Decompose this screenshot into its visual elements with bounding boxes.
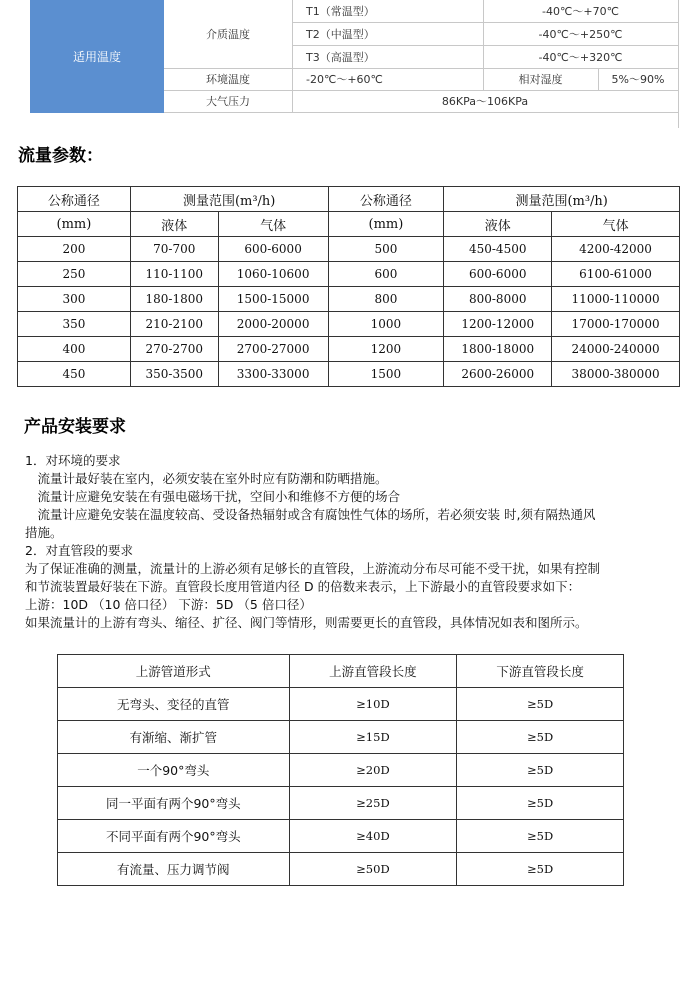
table-cell: 350-3500: [130, 362, 218, 387]
col-dn: 公称通径: [328, 187, 444, 212]
table-cell: 1500-15000: [218, 287, 328, 312]
install-heading: 产品安装要求: [24, 417, 126, 437]
table-cell: 1200-12000: [444, 312, 552, 337]
t3-label: T3（高温型）: [306, 50, 375, 64]
col-mm: (mm): [328, 212, 444, 237]
table-cell: 450-4500: [444, 237, 552, 262]
table-cell: 无弯头、变径的直管: [58, 688, 290, 721]
table-row: [58, 853, 624, 886]
col-liquid: 液体: [130, 212, 218, 237]
table-cell: 600: [328, 262, 444, 287]
table-cell: 1800-18000: [444, 337, 552, 362]
t2-value: -40℃～+250℃: [538, 27, 623, 41]
col-range: 测量范围(m³/h): [444, 187, 680, 212]
table-cell: 不同平面有两个90°弯头: [58, 820, 290, 853]
table-row: [58, 787, 624, 820]
table-cell: 400: [18, 337, 131, 362]
t2-label: T2（中温型）: [306, 27, 375, 41]
table-cell: 11000-110000: [552, 287, 680, 312]
install-text: [25, 452, 675, 632]
table-cell: 800-8000: [444, 287, 552, 312]
table-cell: 有流量、压力调节阀: [58, 853, 290, 886]
col-gas: 气体: [552, 212, 680, 237]
col-liquid: 液体: [444, 212, 552, 237]
t3-value: -40℃～+320℃: [538, 50, 623, 64]
table-cell: ≥15D: [289, 721, 457, 754]
text-line: 流量计最好装在室内，必须安装在室外时应有防潮和防晒措施。: [25, 471, 388, 486]
table-row: [18, 262, 680, 287]
table-cell: 1000: [328, 312, 444, 337]
table-cell: 6100-61000: [552, 262, 680, 287]
table-cell: 17000-170000: [552, 312, 680, 337]
pipe-header-row: [58, 655, 624, 688]
text-line: 如果流量计的上游有弯头、缩径、扩径、阀门等情形，则需要更长的直管段，具体情况如表和图所示。: [25, 615, 588, 630]
table-cell: ≥25D: [289, 787, 457, 820]
table-cell: 250: [18, 262, 131, 287]
table-row: [18, 237, 680, 262]
table-cell: ≥40D: [289, 820, 457, 853]
spec-table: [30, 0, 678, 113]
text-line: 上游：10D （10 倍口径） 下游：5D （5 倍口径）: [25, 597, 312, 612]
table-cell: 110-1100: [130, 262, 218, 287]
table-cell: 有渐缩、渐扩管: [58, 721, 290, 754]
pressure-label: 大气压力: [206, 95, 250, 108]
table-cell: ≥5D: [457, 820, 624, 853]
col-downstream-length: 下游直管段长度: [457, 655, 624, 688]
table-cell: 4200-42000: [552, 237, 680, 262]
divider: [678, 0, 679, 128]
table-row: [58, 754, 624, 787]
table-cell: 350: [18, 312, 131, 337]
table-row: [18, 362, 680, 387]
flow-header-row: [18, 187, 680, 212]
table-cell: ≥5D: [457, 688, 624, 721]
ambient-temp-label: 环境温度: [206, 73, 250, 86]
table-cell: 600-6000: [444, 262, 552, 287]
table-cell: 1200: [328, 337, 444, 362]
t1-label: T1（常温型）: [306, 5, 375, 18]
pipe-table: [57, 654, 624, 886]
text-line: 和节流装置最好装在下游。直管段长度用管道内径 D 的倍数来表示，上下游最小的直管段要求如下：: [25, 579, 581, 594]
pressure-value: 86KPa～106KPa: [441, 95, 529, 108]
applicable-temp-cell: 适用温度: [30, 0, 164, 113]
flow-heading: 流量参数：: [18, 146, 103, 166]
ambient-temp-value: -20℃～+60℃: [306, 73, 383, 86]
table-cell: 800: [328, 287, 444, 312]
table-cell: 600-6000: [218, 237, 328, 262]
col-upstream-length: 上游直管段长度: [289, 655, 457, 688]
table-cell: ≥5D: [457, 853, 624, 886]
col-upstream-type: 上游管道形式: [58, 655, 290, 688]
table-cell: 70-700: [130, 237, 218, 262]
col-dn: 公称通径: [18, 187, 131, 212]
medium-temp-label: 介质温度: [206, 28, 250, 41]
table-row: [58, 820, 624, 853]
table-cell: ≥50D: [289, 853, 457, 886]
table-row: [18, 287, 680, 312]
table-row: [58, 688, 624, 721]
flow-subheader-row: [18, 212, 680, 237]
table-cell: 200: [18, 237, 131, 262]
table-cell: ≥20D: [289, 754, 457, 787]
col-range: 测量范围(m³/h): [130, 187, 328, 212]
table-cell: 24000-240000: [552, 337, 680, 362]
table-cell: ≥5D: [457, 787, 624, 820]
table-cell: 450: [18, 362, 131, 387]
table-cell: 270-2700: [130, 337, 218, 362]
table-cell: 300: [18, 287, 131, 312]
table-cell: 一个90°弯头: [58, 754, 290, 787]
table-cell: ≥10D: [289, 688, 457, 721]
table-cell: 1060-10600: [218, 262, 328, 287]
table-cell: 500: [328, 237, 444, 262]
text-line: 为了保证准确的测量，流量计的上游必须有足够长的直管段，上游流动分布尽可能不受干扰，如果有控制: [25, 561, 601, 576]
table-cell: ≥5D: [457, 754, 624, 787]
table-row: [18, 312, 680, 337]
text-line: 1．对环境的要求: [25, 453, 121, 468]
table-cell: 38000-380000: [552, 362, 680, 387]
table-cell: ≥5D: [457, 721, 624, 754]
table-cell: 3300-33000: [218, 362, 328, 387]
flow-table: [17, 186, 680, 387]
divider: [164, 112, 678, 113]
humidity-label: 相对湿度: [518, 73, 563, 86]
col-gas: 气体: [218, 212, 328, 237]
text-line: 流量计应避免安装在温度较高、受设备热辐射或含有腐蚀性气体的场所，若必须安装 时,须有隔热通风: [25, 507, 596, 522]
humidity-value: 5%～90%: [611, 73, 665, 86]
table-cell: 210-2100: [130, 312, 218, 337]
text-line: 流量计应避免安装在有强电磁场干扰，空间小和维修不方便的场合: [25, 489, 401, 504]
table-cell: 1500: [328, 362, 444, 387]
text-line: 2．对直管段的要求: [25, 543, 133, 558]
text-line: 措施。: [25, 525, 63, 540]
table-cell: 180-1800: [130, 287, 218, 312]
table-row: [18, 337, 680, 362]
table-cell: 2000-20000: [218, 312, 328, 337]
col-mm: (mm): [18, 212, 131, 237]
table-cell: 同一平面有两个90°弯头: [58, 787, 290, 820]
table-cell: 2700-27000: [218, 337, 328, 362]
table-cell: 2600-26000: [444, 362, 552, 387]
t1-value: -40℃～+70℃: [542, 5, 619, 18]
table-row: [58, 721, 624, 754]
